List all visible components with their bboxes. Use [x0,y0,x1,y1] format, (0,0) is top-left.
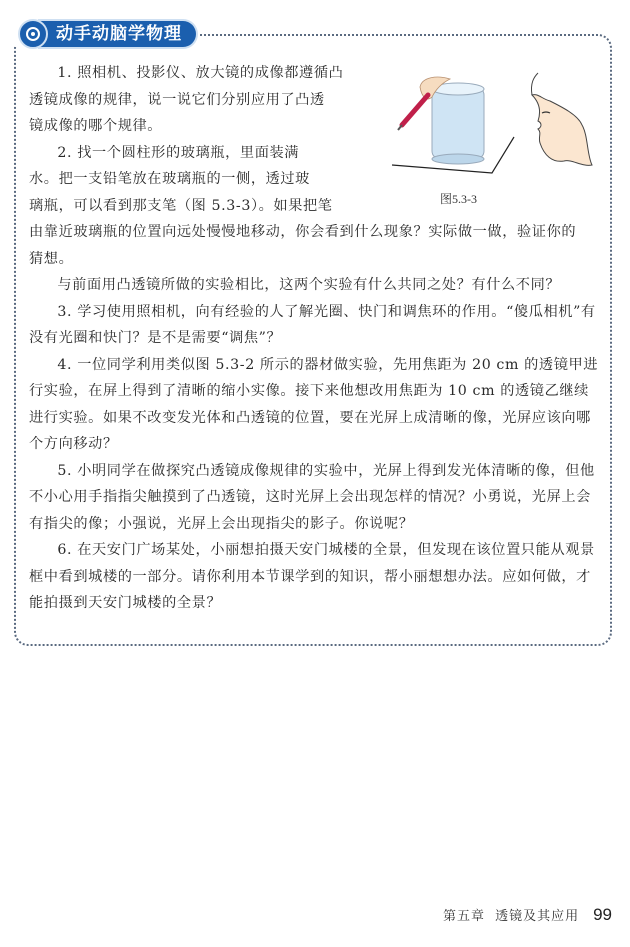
question-1-line-1: 1. 照相机、投影仪、放大镜的成像都遵循凸 [57,65,344,81]
question-4: 4. 一位同学利用类似图 5.3-2 所示的器材做实验，先用焦距为 20 cm 的透镜甲进行实验，在屏上得到了清晰的缩小实像。接下来他想改用焦距为 10 cm 的透镜乙继续进行实验。如果不改变发光体和凸透镜的位置，要在光屏上成清晰的像，光屏应该向哪个方向移动？ [29,356,599,452]
question-2-line-4: 由靠近玻璃瓶的位置向远处慢慢地移动，你会看到什么现象？实际做一做，验证你的 [29,224,577,240]
question-2-line-5: 猜想。 [29,250,74,267]
question-1-line-3: 镜成像的哪个规律。 [29,118,163,134]
question-6: 6. 在天安门广场某处，小丽想拍摄天安门城楼的全景，但发现在该位置只能从观景框中看到城楼的一部分。请你利用本节课学到的知识，帮小丽想想办法。应如何做，才能拍摄到天安门城楼的全景？ [29,542,595,611]
section-badge [18,20,196,48]
section-badge-icon [18,19,48,49]
question-1-line-2: 透镜成像的规律，说一说它们分别应用了凸透 [29,91,325,108]
question-2-line-1: 2. 找一个圆柱形的玻璃瓶，里面装满 [57,144,300,161]
page-number: 99 [593,905,612,924]
question-2-followup: 与前面用凸透镜所做的实验相比，这两个实验有什么共同之处？有什么不同？ [57,277,561,293]
question-5: 5. 小明同学在做探究凸透镜成像规律的实验中，光屏上得到发光体清晰的像，但他不小心用手指指尖触摸到了凸透镜，这时光屏上会出现怎样的情况？小勇说，光屏上会有指尖的像；小强说，光屏上会出现指尖的影子。你说呢？ [29,462,595,532]
question-1 [29,60,384,140]
question-2-line-3: 璃瓶，可以看到那支笔（图 5.3-3）。如果把笔 [29,197,333,214]
question-2 [29,140,599,299]
section-title: 动手动脑学物理 [40,21,196,47]
figure-caption: 图5.3-3 [440,192,477,206]
footer-chapter-title: 透镜及其应用 [495,909,580,924]
question-2-line-2: 水。把一支铅笔放在玻璃瓶的一侧，透过玻 [29,171,310,187]
page-footer [443,905,612,925]
question-3: 3. 学习使用照相机，向有经验的人了解光圈、快门和调焦环的作用。“傻瓜相机”有没有光圈和快门？是不是需要“调焦”？ [29,303,596,346]
exercise-content [29,60,599,617]
footer-chapter: 第五章 [443,909,486,924]
